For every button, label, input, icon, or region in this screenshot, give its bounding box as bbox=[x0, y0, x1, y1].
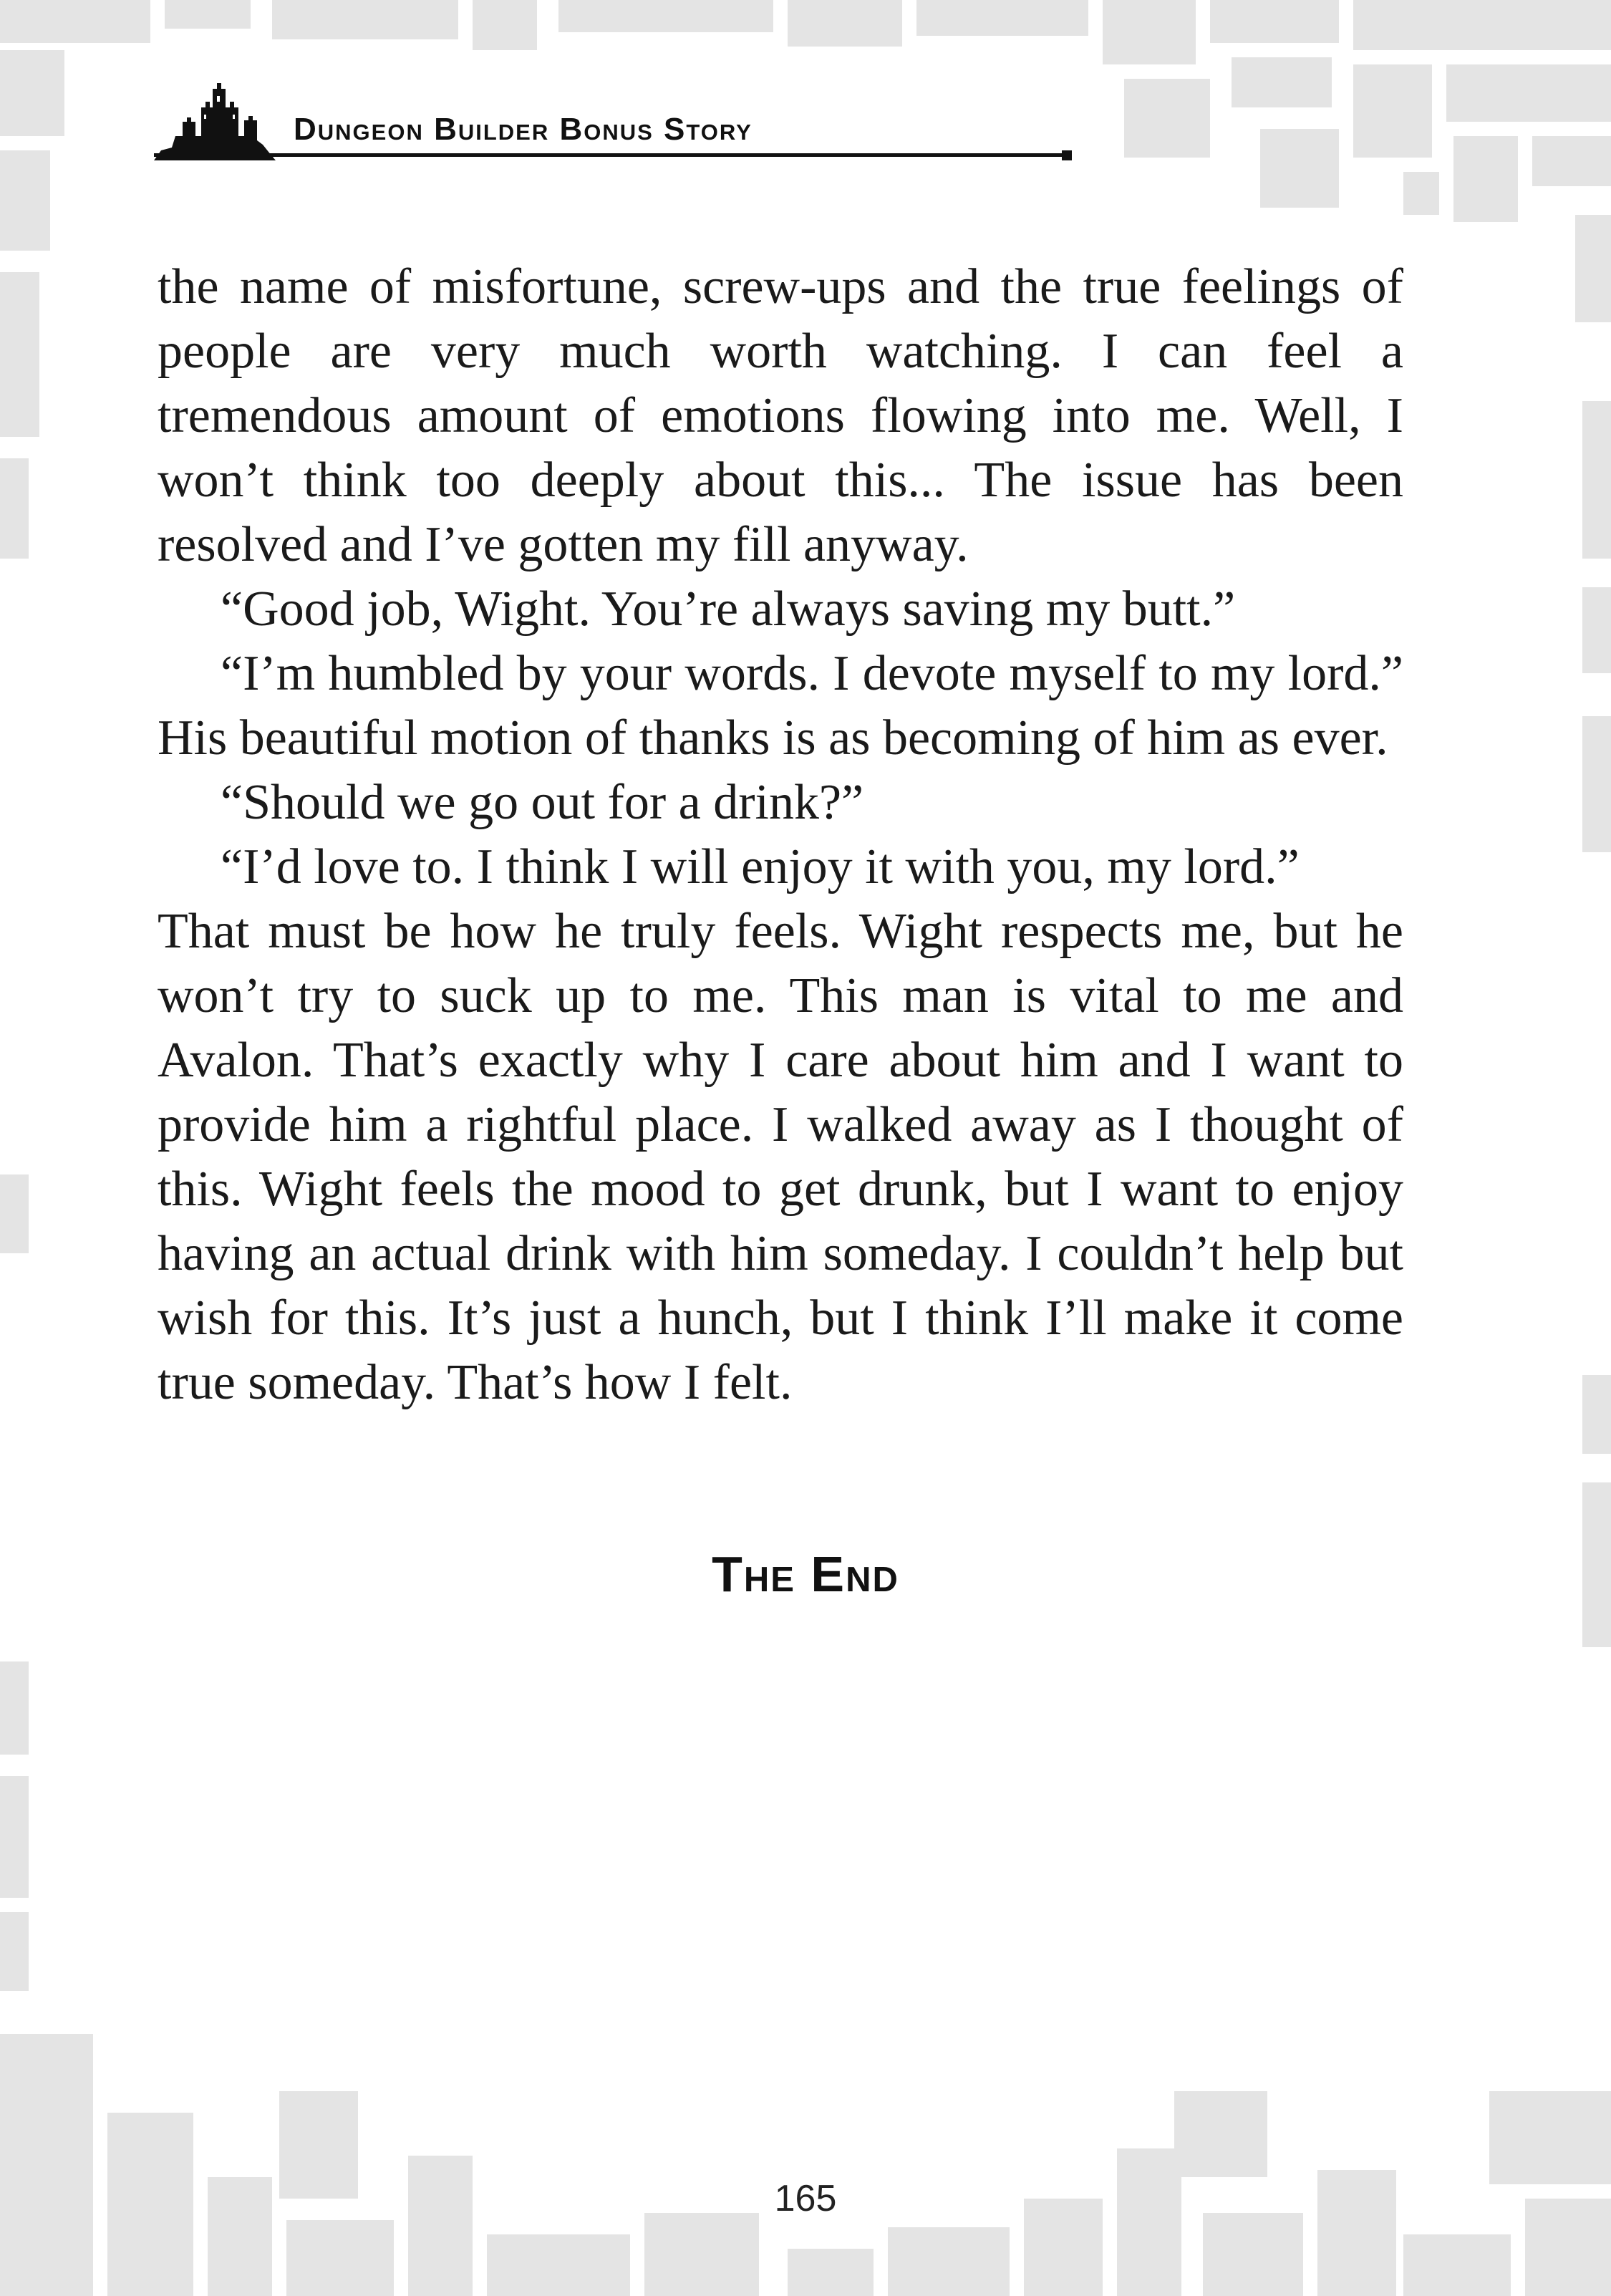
paragraph: “Should we go out for a drink?” bbox=[221, 775, 864, 830]
story-text bbox=[158, 255, 1403, 1415]
paragraph: “I’m humbled by your words. I devote myself to my lord.” His beautiful motion of thanks is as becoming of him as ever. bbox=[158, 646, 1403, 766]
paragraph: “Good job, Wight. You’re always saving my butt.” bbox=[221, 582, 1236, 637]
paragraph: That must be how he truly feels. Wight respects me, but he won’t try to suck up to me. This man is vital to me and Avalon. That’s exactly why I care about him and I want to provide him a rightful place. I walked away as I thought of this. Wight feels the mood to get drunk, but I want to enjoy having an actual drink with him someday. I couldn’t help but wish for this. It’s just a hunch, but I think I’ll make it come true someday. That’s how I felt. bbox=[158, 904, 1403, 1410]
header-divider bbox=[154, 153, 1063, 157]
running-header-title: Dungeon Builder Bonus Story bbox=[294, 112, 753, 147]
paragraph: the name of misfortune, screw-ups and the true feelings of people are very much worth watching. I can feel a tremendous amount of emotions flowing into me. Well, I won’t think too deeply about this... The issue has been resolved and I’ve gotten my fill anyway. bbox=[158, 259, 1403, 572]
page-number: 165 bbox=[774, 2178, 837, 2219]
running-header bbox=[154, 79, 1074, 165]
closing-heading: The End bbox=[712, 1546, 899, 1602]
castle-icon bbox=[154, 79, 276, 160]
paragraph: “I’d love to. I think I will enjoy it with you, my lord.” bbox=[221, 839, 1300, 894]
header-divider-end-square bbox=[1062, 150, 1072, 160]
